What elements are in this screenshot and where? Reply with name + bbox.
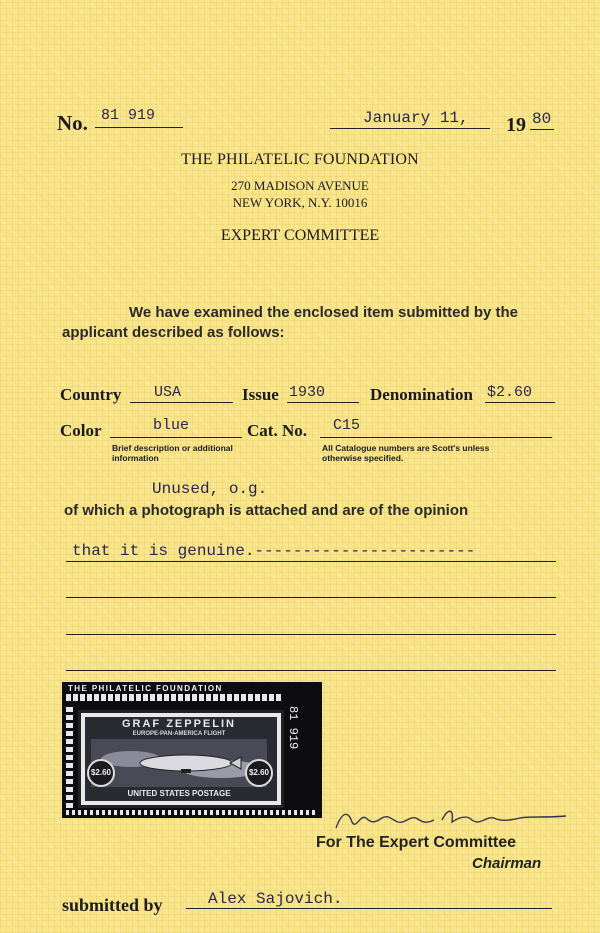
signature-line-2: Chairman [472,855,542,872]
catno-label: Cat. No. [247,421,307,440]
issue-label: Issue [242,385,279,404]
item-description: Unused, o.g. [152,480,268,498]
photo-banner: THE PHILATELIC FOUNDATION [68,684,223,693]
year-prefix: 19 [506,114,526,136]
country-value: USA [154,384,182,401]
photo-statement: of which a photograph is attached and are of the opinion [64,502,469,519]
intro-line-2: applicant described as follows: [62,324,285,341]
color-label: Color [60,421,102,440]
country-label: Country [60,385,122,404]
photo-side-number: 81 919 [286,706,300,750]
submitted-by-label: submitted by [62,895,163,915]
stamp-value-left: $2.60 [87,759,115,787]
organization-name: THE PHILATELIC FOUNDATION [181,151,419,168]
stamp-value-right: $2.60 [245,759,273,787]
certificate-number: 81 919 [101,107,156,124]
issue-value: 1930 [289,384,326,401]
stamp-title: GRAF ZEPPELIN [121,718,236,730]
denomination-value: $2.60 [487,384,533,401]
stamp-photograph [62,682,322,818]
year-suffix: 80 [532,110,552,128]
organization-address-2: NEW YORK, N.Y. 10016 [232,195,368,210]
committee-title: EXPERT COMMITTEE [220,227,380,244]
stamp-image [78,710,284,808]
certificate-date: January 11, [363,109,469,127]
catno-value: C15 [333,417,361,434]
submitted-by-value: Alex Sajovich. [208,890,343,908]
stamp-subtitle: EUROPE-PAN-AMERICA FLIGHT [132,731,226,737]
intro-line-1: We have examined the enclosed item submitted by the [129,304,518,321]
signature-line-1: For The Expert Committee [316,834,517,851]
chairman-signature [330,800,570,836]
number-label: No. [57,111,88,135]
stamp-bottom-text: UNITED STATES POSTAGE [127,789,231,798]
organization-address-1: 270 MADISON AVENUE [231,178,369,193]
opinion-text: that it is genuine.----------------------- [72,542,476,560]
catno-note: All Catalogue numbers are Scott's unless otherwise specified. [322,443,490,463]
color-value: blue [153,417,190,434]
denomination-label: Denomination [370,385,473,404]
color-note: Brief description or additional information [112,443,233,463]
